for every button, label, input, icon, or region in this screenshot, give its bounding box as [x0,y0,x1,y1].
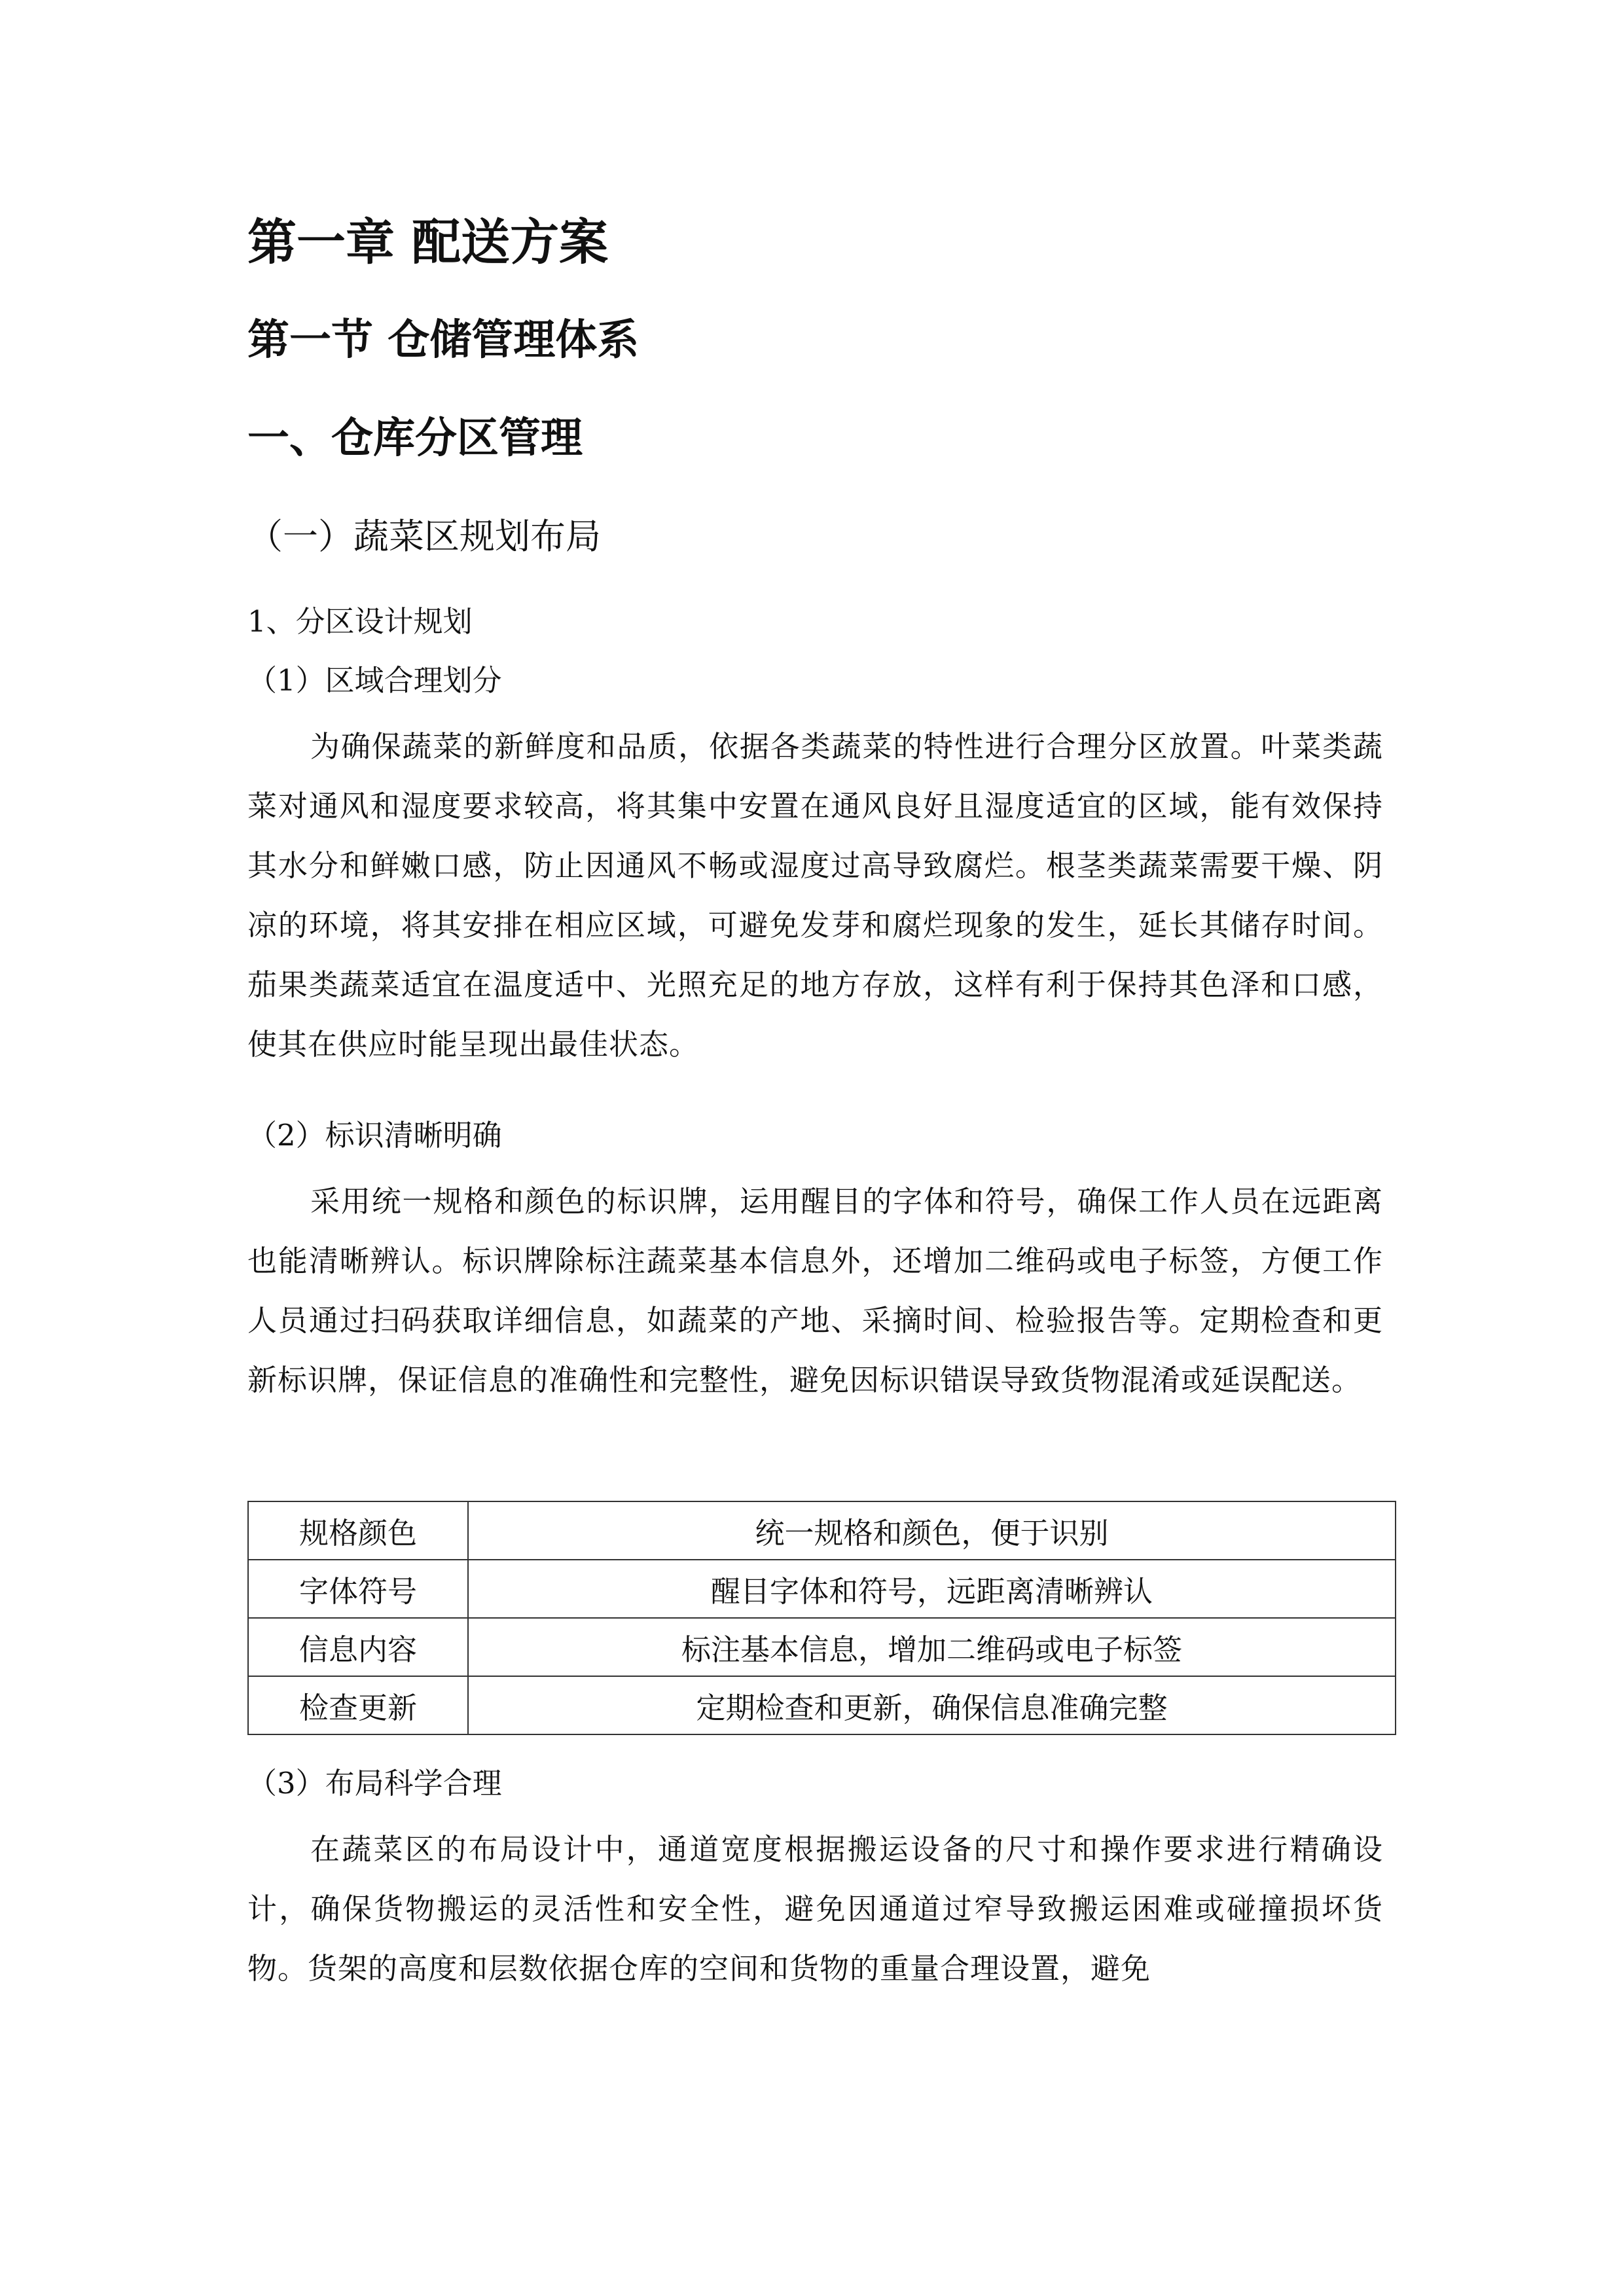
section-title: 第一节 仓储管理体系 [247,316,640,365]
table-cell-key: 规格颜色 [248,1501,468,1560]
sub3-heading: （3）布局科学合理 [247,1766,502,1801]
table-cell-value: 统一规格和颜色，便于识别 [468,1501,1396,1560]
subsection-title: 一、仓库分区管理 [247,414,583,463]
sub1-heading: （1）区域合理划分 [247,663,502,698]
sub3-paragraph: 在蔬菜区的布局设计中，通道宽度根据搬运设备的尺寸和操作要求进行精确设计，确保货物搬运的灵活性和安全性，避免因通道过窄导致搬运困难或碰撞损坏货物。货架的高度和层数依据仓库的空间和货物的重量合理设置，避免 [247,1832,1383,1986]
table-row [248,1560,1396,1618]
table-cell-value: 定期检查和更新，确保信息准确完整 [468,1676,1396,1734]
signage-info-table [247,1501,1396,1735]
chapter-title: 第一章 配送方案 [247,213,609,271]
table-row [248,1676,1396,1734]
table-cell-value: 醒目字体和符号，远距离清晰辨认 [468,1560,1396,1618]
table-row [248,1618,1396,1676]
sub2-paragraph: 采用统一规格和颜色的标识牌，运用醒目的字体和符号，确保工作人员在远距离也能清晰辨认。标识牌除标注蔬菜基本信息外，还增加二维码或电子标签，方便工作人员通过扫码获取详细信息，如蔬菜的产地、采摘时间、检验报告等。定期检查和更新标识牌，保证信息的准确性和完整性，避免因标识错误导致货物混淆或延误配送。 [247,1184,1383,1397]
table-cell-key: 字体符号 [248,1560,468,1618]
sub2-heading: （2）标识清晰明确 [247,1118,502,1153]
table-cell-key: 信息内容 [248,1618,468,1676]
table-row [248,1501,1396,1560]
sub1-paragraph: 为确保蔬菜的新鲜度和品质，依据各类蔬菜的特性进行合理分区放置。叶菜类蔬菜对通风和湿度要求较高，将其集中安置在通风良好且湿度适宜的区域，能有效保持其水分和鲜嫩口感，防止因通风不畅或湿度过高导致腐烂。根茎类蔬菜需要干燥、阴凉的环境，将其安排在相应区域，可避免发芽和腐烂现象的发生，延长其储存时间。茄果类蔬菜适宜在温度适中、光照充足的地方存放，这样有利于保持其色泽和口感，使其在供应时能呈现出最佳状态。 [247,729,1383,1062]
part-title: （一）蔬菜区规划布局 [247,516,601,557]
item-title: 1、分区设计规划 [247,604,473,639]
table-cell-key: 检查更新 [248,1676,468,1734]
table-cell-value: 标注基本信息，增加二维码或电子标签 [468,1618,1396,1676]
